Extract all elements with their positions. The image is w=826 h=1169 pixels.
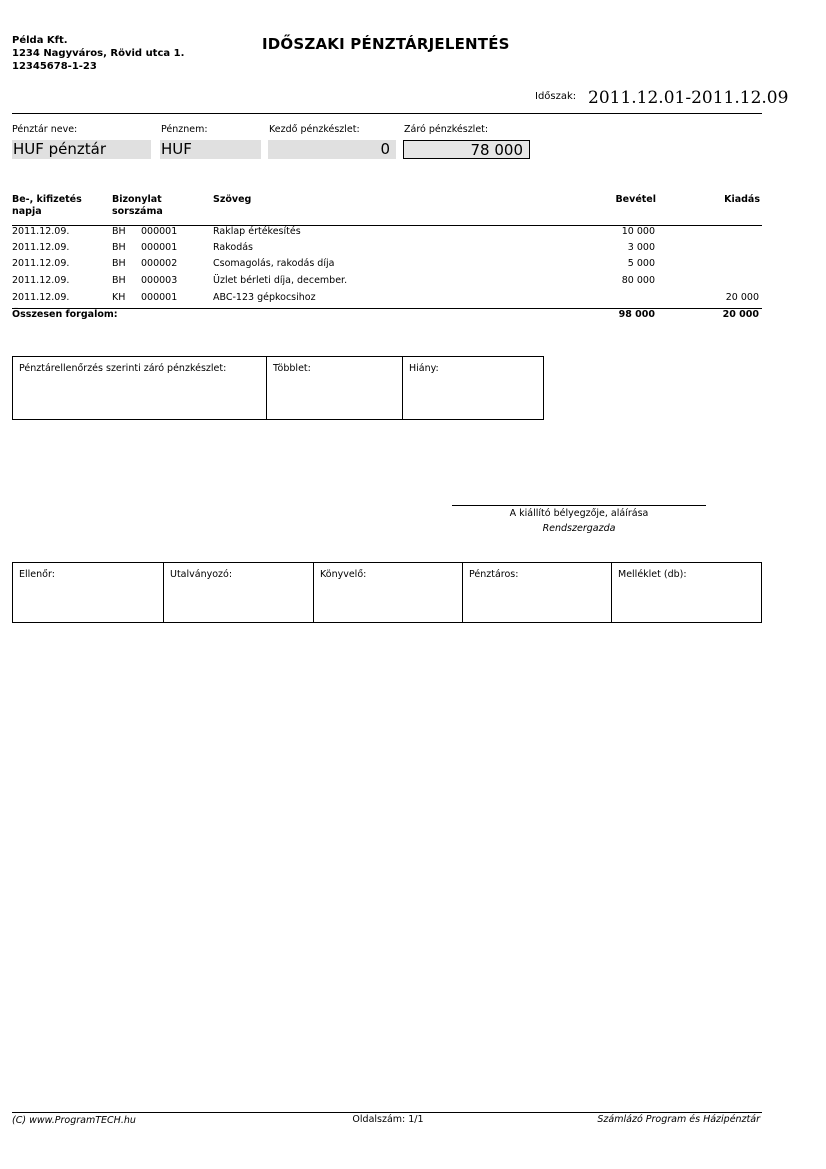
controller-label: Ellenőr: xyxy=(19,569,55,580)
row-doc-type: KH xyxy=(112,292,126,303)
total-label: Összesen forgalom: xyxy=(12,309,118,320)
total-income: 98 000 xyxy=(618,309,655,320)
footer-page-number: Oldalszám: 1/1 xyxy=(352,1114,424,1125)
period-label: Időszak: xyxy=(535,91,577,102)
cash-check-box xyxy=(12,356,544,420)
company-name: Példa Kft. xyxy=(12,35,68,46)
cashbox-name-label: Pénztár neve: xyxy=(12,124,78,135)
company-tax-id: 12345678-1-23 xyxy=(12,61,97,72)
row-income: 80 000 xyxy=(621,275,655,286)
attachments-label: Melléklet (db): xyxy=(618,569,687,580)
col-header-doc: Bizonylat sorszáma xyxy=(112,194,163,217)
row-text: Raklap értékesítés xyxy=(213,226,301,237)
row-doc-type: BH xyxy=(112,258,126,269)
col-header-expense: Kiadás xyxy=(724,194,760,205)
opening-balance-field: 0 xyxy=(268,140,396,159)
row-income: 10 000 xyxy=(621,226,655,237)
footer-divider xyxy=(12,1112,762,1113)
row-date: 2011.12.09. xyxy=(12,258,70,269)
row-doc-number: 000003 xyxy=(141,275,178,286)
row-doc-type: BH xyxy=(112,275,126,286)
row-doc-number: 000001 xyxy=(141,292,178,303)
footer-right: Számlázó Program és Házipénztár xyxy=(597,1114,760,1125)
deficit-label: Hiány: xyxy=(409,363,439,374)
signature-name: Rendszergazda xyxy=(542,523,616,534)
row-date: 2011.12.09. xyxy=(12,242,70,253)
row-doc-number: 000002 xyxy=(141,258,178,269)
approvals-box xyxy=(12,562,762,623)
authorizer-label: Utalványozó: xyxy=(170,569,233,580)
closing-check-label: Pénztárellenőrzés szerinti záró pénzkészlet: xyxy=(19,363,227,374)
controller-cell xyxy=(13,563,163,622)
currency-label: Pénznem: xyxy=(161,124,208,135)
closing-balance-field: 78 000 xyxy=(403,140,530,159)
row-doc-type: BH xyxy=(112,242,126,253)
row-text: Üzlet bérleti díja, december. xyxy=(213,275,348,286)
col-header-income: Bevétel xyxy=(615,194,656,205)
signature-caption: A kiállító bélyegzője, aláírása xyxy=(509,508,649,519)
row-date: 2011.12.09. xyxy=(12,275,70,286)
row-income: 3 000 xyxy=(627,242,655,253)
cashier-cell xyxy=(462,563,611,622)
row-doc-number: 000001 xyxy=(141,226,178,237)
opening-balance-label: Kezdő pénzkészlet: xyxy=(269,124,360,135)
row-doc-number: 000001 xyxy=(141,242,178,253)
row-income: 5 000 xyxy=(627,258,655,269)
company-address: 1234 Nagyváros, Rövid utca 1. xyxy=(12,48,185,59)
accountant-cell xyxy=(313,563,462,622)
row-text: ABC-123 gépkocsihoz xyxy=(213,292,316,303)
header-divider xyxy=(12,113,762,114)
row-doc-type: BH xyxy=(112,226,126,237)
total-expense: 20 000 xyxy=(722,309,759,320)
row-text: Csomagolás, rakodás díja xyxy=(213,258,335,269)
row-text: Rakodás xyxy=(213,242,253,253)
period-value: 2011.12.01-2011.12.09 xyxy=(588,88,789,108)
report-title: IDŐSZAKI PÉNZTÁRJELENTÉS xyxy=(262,35,510,53)
company-info xyxy=(12,34,184,73)
currency-field: HUF xyxy=(160,140,261,159)
row-expense: 20 000 xyxy=(725,292,759,303)
surplus-cell xyxy=(266,357,402,419)
row-date: 2011.12.09. xyxy=(12,292,70,303)
row-date: 2011.12.09. xyxy=(12,226,70,237)
surplus-label: Többlet: xyxy=(273,363,311,374)
signature-line xyxy=(452,505,706,506)
col-header-date: Be-, kifizetés napja xyxy=(12,194,82,217)
footer-left: (C) www.ProgramTECH.hu xyxy=(12,1115,136,1126)
attachments-cell xyxy=(611,563,761,622)
closing-check-cell xyxy=(13,357,266,419)
col-header-text: Szöveg xyxy=(213,194,252,205)
closing-balance-label: Záró pénzkészlet: xyxy=(404,124,489,135)
deficit-cell xyxy=(402,357,543,419)
authorizer-cell xyxy=(163,563,313,622)
cashier-label: Pénztáros: xyxy=(469,569,519,580)
cashbox-name-field: HUF pénztár xyxy=(12,140,151,159)
accountant-label: Könyvelő: xyxy=(320,569,367,580)
